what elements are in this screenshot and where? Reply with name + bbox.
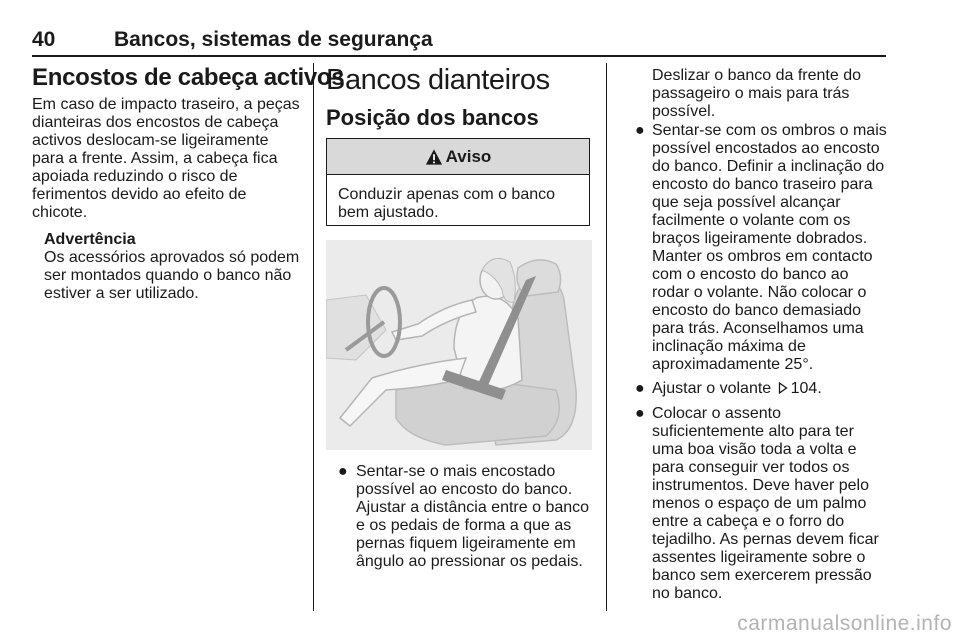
page-number: 40 xyxy=(32,28,56,51)
header-rule xyxy=(32,55,886,57)
note-text: Os acessórios aprovados só podem ser montados quando o banco não estiver a ser utilizado. xyxy=(44,249,300,302)
list-item-text: Sentar-se o mais encostado possível ao encosto do banco. Ajustar a distância entre o banco e os pedais de forma a que as pernas fiquem ligeiramente em ângulo ao pressionar os pedais. xyxy=(356,463,590,570)
list-item-text: Sentar-se com os ombros o mais possível encostados ao encosto do banco. Definir a inclinação do encosto do banco traseiro para que seja possível alcançar facilmente o volante com os braços ligeiramente dobrados. Manter os ombros em contacto com o encosto do banco ao rodar o volante. Não colocar o encosto do banco demasiado para trás. Aconselhamos uma inclinação máxima de aproximadamente 25°. xyxy=(652,122,887,373)
warning-triangle-icon xyxy=(425,148,443,166)
bullet-icon: ● xyxy=(635,405,645,422)
warning-header xyxy=(327,139,589,175)
driver-seat-position-illustration xyxy=(326,240,592,450)
warning-box xyxy=(326,138,590,226)
running-title: Bancos, sistemas de segurança xyxy=(114,28,433,51)
column-divider-1 xyxy=(313,63,314,611)
list-item-text: Colocar o assento suficientemente alto para ter uma boa visão toda a volta e para conseguir ver todos os instrumentos. Deve haver pelo menos o espaço de um palmo entre a cabeça e o forro do tejadilho. As pernas devem ficar assentes ligeiramente sobre o banco sem exercerem pressão no banco. xyxy=(652,405,879,602)
subsection-title-seat-position: Posição dos bancos xyxy=(326,105,539,130)
page-header xyxy=(32,28,886,52)
section-title-active-headrests: Encostos de cabeça activos xyxy=(32,64,345,91)
bullet-icon: ● xyxy=(635,380,645,397)
list-item-text: Ajustar o volante xyxy=(652,380,776,397)
column-divider-2 xyxy=(606,63,607,611)
active-headrests-paragraph: Em caso de impacto traseiro, a peças dianteiras dos encostos de cabeça activos deslocam-se ligeiramente para a frente. Assim, a cabeça fica apoiada reduzindo o risco de ferimentos devido ao efeito de chicote. xyxy=(32,96,300,221)
section-title-front-seats: Bancos dianteiros xyxy=(326,64,550,96)
warning-label: Aviso xyxy=(445,147,492,166)
bullet-icon: ● xyxy=(338,463,348,480)
note-heading: Advertência xyxy=(44,231,136,248)
watermark: carmanualsonline.info xyxy=(737,612,952,635)
continuation-text: Deslizar o banco da frente do passageiro o mais para trás possível. xyxy=(652,67,862,120)
page-reference-arrow-icon xyxy=(778,382,788,394)
warning-text: Conduzir apenas com o banco bem ajustado. xyxy=(338,186,556,221)
bullet-icon: ● xyxy=(635,122,645,139)
page-reference-link[interactable]: 104. xyxy=(790,380,822,397)
